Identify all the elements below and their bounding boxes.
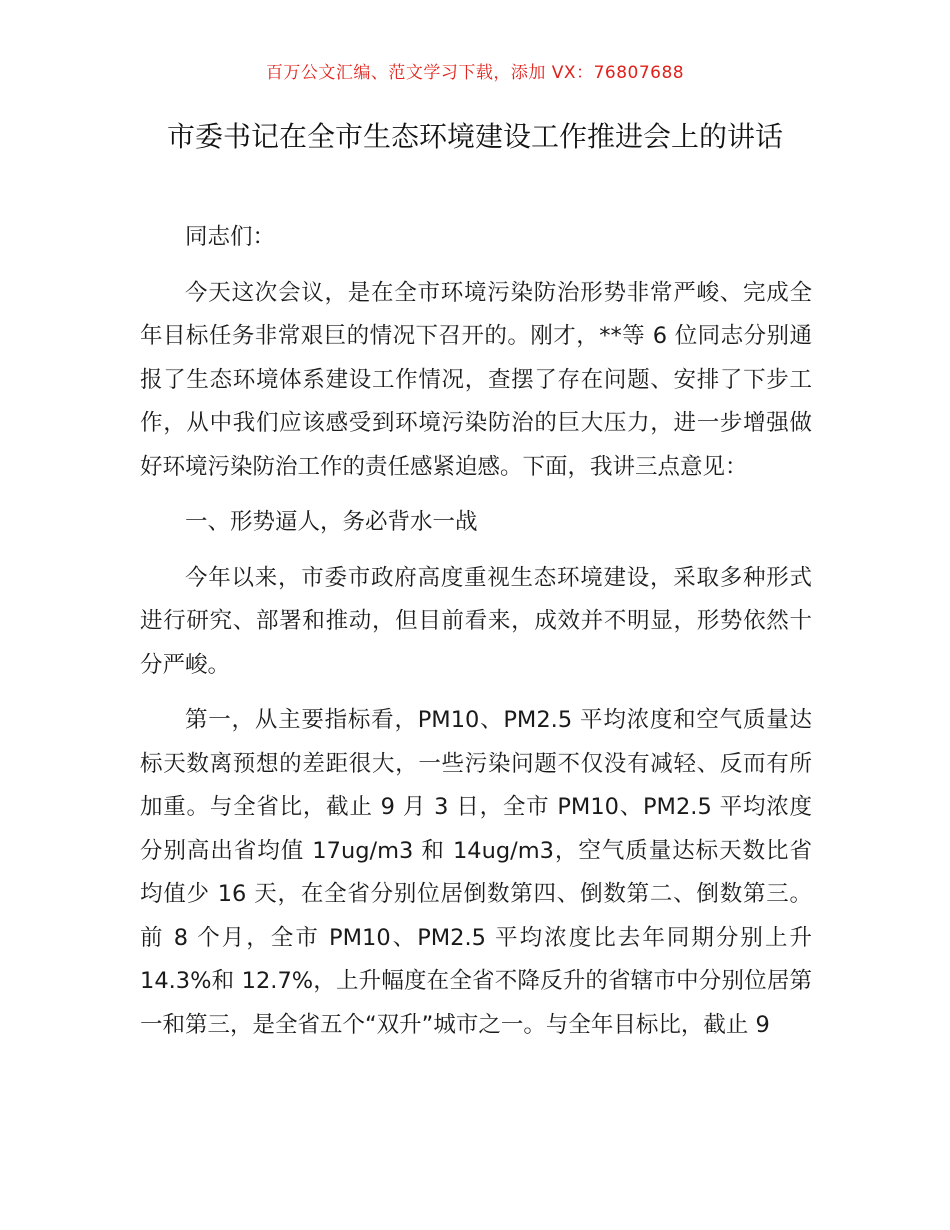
section-heading: 一、形势逼人，务必背水一战 — [185, 509, 478, 535]
document-title: 市委书记在全市生态环境建设工作推进会上的讲话 — [166, 120, 783, 153]
salutation-paragraph: 同志们： — [185, 224, 276, 250]
body-paragraph: 第一，从主要指标看，PM10、PM2.5 平均浓度和空气质量达标天数离预想的差距很大，一些污染问题不仅没有减轻、反而有所加重。与全省比，截止 9 月 3 日，全市 PM10、PM2.5 平均浓度分别高出省均值 17ug/m3 和 14ug/m3，空气质量达标天数比省均值少 16 天，在全省分别位居倒数第四、倒数第二、倒数第三。前 8 个月，全市 PM10、PM2.5 平均浓度比去年同期分别上升 14.3%和 12.7%，上升幅度在全省不降反升的省辖市中分别位居第一和第三，是全省五个“双升”城市之一。与全年目标比，截止 9 — [140, 707, 812, 1038]
document-body — [140, 216, 812, 1047]
intro-paragraph: 今天这次会议，是在全市环境污染防治形势非常严峻、完成全年目标任务非常艰巨的情况下召开的。刚才，**等 6 位同志分别通报了生态环境体系建设工作情况，查摆了存在问题、安排了下步工作，从中我们应该感受到环境污染防治的巨大压力，进一步增强做好环境污染防治工作的责任感紧迫感。下面，我讲三点意见： — [140, 279, 812, 480]
header-watermark-note: 百万公文汇编、范文学习下载，添加 VX：76807688 — [265, 63, 685, 83]
body-paragraph: 今年以来，市委市政府高度重视生态环境建设，采取多种形式进行研究、部署和推动，但目前看来，成效并不明显，形势依然十分严峻。 — [140, 564, 812, 678]
